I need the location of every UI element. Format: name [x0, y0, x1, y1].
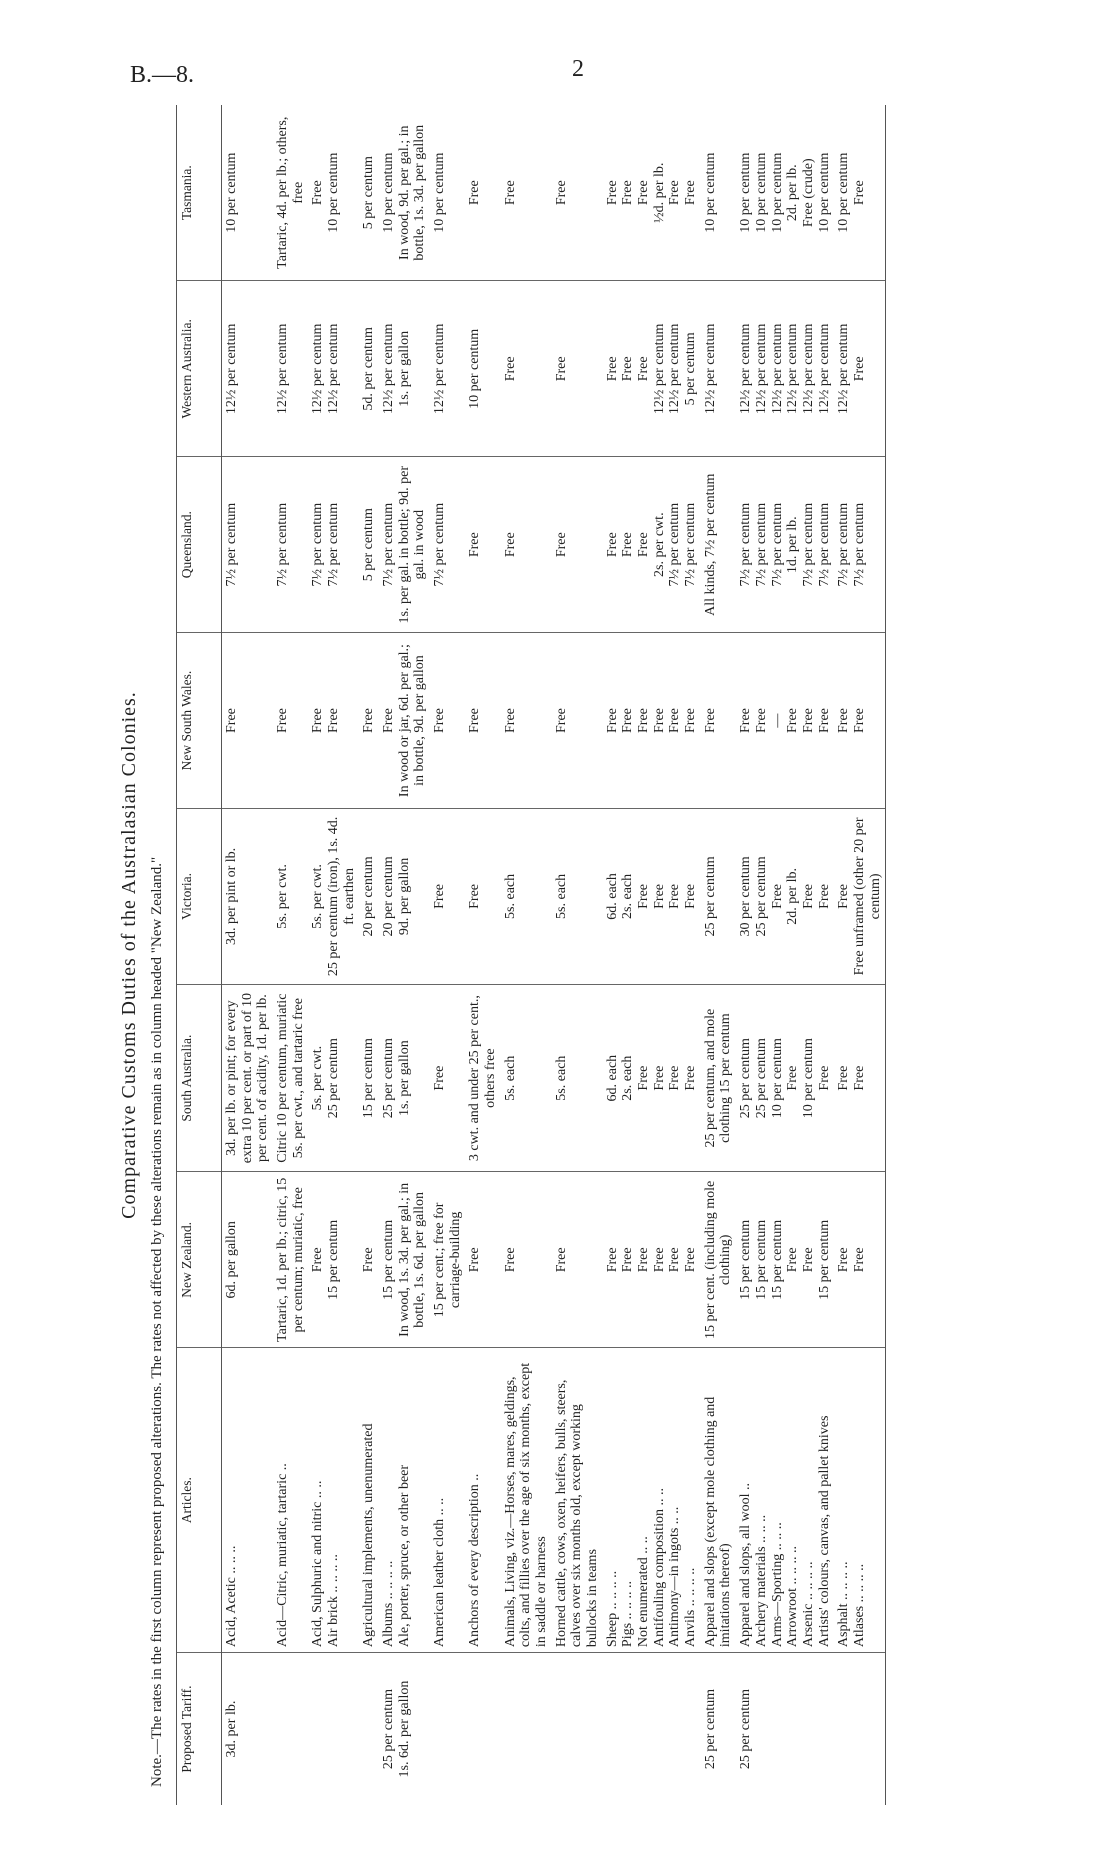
- cell-article: [701, 1348, 736, 1653]
- cell-tas: [430, 105, 465, 281]
- cell-nsw: [359, 633, 379, 809]
- cell-vic: [430, 808, 465, 984]
- cell-qld: [359, 457, 379, 633]
- cell-text: Free: [467, 180, 483, 206]
- cell-text: Free: [553, 708, 569, 733]
- table-row: [222, 105, 274, 1805]
- cell-text: 25 per centum: [738, 1689, 754, 1770]
- cell-text: Free: [361, 1247, 377, 1273]
- cell-text: Sheep .. .. .. .. Pigs .. .. .. .. Not enumerated .. .. Antifouling composition .. .. Antimony—in ingots .. .. Anvils .. .. .. ..: [604, 1488, 699, 1648]
- note-text: Note.—The rates in the first column represent proposed alterations. The rates not affected by these alterations remain as in column headed "New Zealand.": [149, 856, 165, 1787]
- cell-nz: [501, 1172, 552, 1348]
- table-row: [701, 105, 736, 1805]
- cell-text: Anchors of every description ..: [467, 1473, 483, 1648]
- cell-tas: [552, 105, 603, 281]
- column-header-tasmania: Tasmania.: [177, 105, 222, 281]
- column-header-articles: Articles.: [177, 1348, 222, 1653]
- cell-text: 12½ per centum 12½ per centum: [310, 323, 342, 415]
- cell-text: Free Free: [836, 1247, 867, 1273]
- cell-text: 12½ per centum: [275, 323, 291, 415]
- cell-proposed: [308, 1653, 359, 1805]
- cell-text: All kinds, 7½ per centum: [702, 473, 718, 616]
- cell-vic: [465, 808, 500, 984]
- cell-text: 20 per centum: [361, 856, 377, 937]
- cell-nsw: [834, 633, 886, 809]
- cell-text: 12½ per centum 12½ per centum 12½ per centum 12½ per centum 12½ per centum 12½ per centum: [738, 323, 832, 415]
- cell-sa: [379, 984, 430, 1172]
- cell-text: 15 per centum: [361, 1038, 377, 1119]
- cell-nsw: [501, 633, 552, 809]
- cell-article: [834, 1348, 886, 1653]
- cell-text: Free: [432, 883, 448, 909]
- cell-text: 5s. each: [502, 873, 518, 919]
- document-reference: B.—8.: [130, 62, 195, 88]
- cell-text: Free: [361, 708, 377, 733]
- cell-article: [308, 1348, 359, 1653]
- cell-sa: [603, 984, 701, 1172]
- cell-nsw: [465, 633, 500, 809]
- cell-text: 12½ per centum 1s. per gallon: [381, 323, 412, 415]
- cell-proposed: [552, 1653, 603, 1805]
- cell-tas: [222, 105, 274, 281]
- cell-text: 5s. each: [553, 873, 569, 919]
- cell-proposed: [701, 1653, 736, 1805]
- cell-tas: [308, 105, 359, 281]
- cell-text: Asphalt .. .. .. .. Atlases .. .. .. ..: [836, 1561, 867, 1648]
- cell-text: Albums .. .. .. .. Ale, porter, spruce, or other beer: [381, 1464, 412, 1648]
- cell-nsw: [430, 633, 465, 809]
- cell-text: Free Free: [836, 1065, 867, 1091]
- cell-text: 7½ per centum 7½ per centum: [310, 502, 342, 587]
- cell-text: 5 per centum: [361, 156, 377, 230]
- table-row: [603, 105, 701, 1805]
- cell-qld: [222, 457, 274, 633]
- cell-text: 6d. each 2s. each Free Free Free Free: [604, 1054, 699, 1102]
- cell-text: Free Free: [310, 708, 342, 733]
- cell-text: 25 per centum: [702, 1689, 718, 1770]
- cell-article: [273, 1348, 308, 1653]
- cell-text: 5 per centum: [361, 508, 377, 582]
- cell-nz: [359, 1172, 379, 1348]
- table-row: [465, 105, 500, 1805]
- cell-proposed: [501, 1653, 552, 1805]
- cell-text: Horned cattle, cows, oxen, heifers, bulls, steers, calves over six months old, except working bullocks in teams: [553, 1379, 601, 1648]
- cell-vic: [736, 808, 834, 984]
- cell-proposed: [465, 1653, 500, 1805]
- cell-wa: [273, 281, 308, 457]
- cell-text: 10 per centum: [224, 152, 239, 233]
- cell-qld: [736, 457, 834, 633]
- cell-sa: [701, 984, 736, 1172]
- cell-text: 15 per centum 15 per centum 15 per centum Free Free 15 per centum: [738, 1219, 832, 1300]
- cell-nsw: [701, 633, 736, 809]
- cell-article: [465, 1348, 500, 1653]
- cell-nsw: [552, 633, 603, 809]
- column-header-proposed: Proposed Tariff.: [177, 1653, 222, 1805]
- cell-tas: [736, 105, 834, 281]
- column-header-western-australia: Western Australia.: [177, 281, 222, 457]
- column-header-new-zealand: New Zealand.: [177, 1172, 222, 1348]
- cell-text: Free Free unframed (other 20 per centum): [836, 817, 883, 976]
- cell-text: Free: [224, 708, 239, 733]
- cell-text: 25 per centum 1s. per gallon: [381, 1038, 412, 1119]
- cell-vic: [273, 808, 308, 984]
- cell-text: Apparel and slops, all wool .. Archery materials .. .. .. Arms—Sporting .. .. .. Arrowroot .. .. .. .. Arsenic .. .. .. .. Artists' colours, canvas, and pallet knives: [738, 1415, 832, 1648]
- cell-qld: [430, 457, 465, 633]
- cell-text: Free: [467, 708, 483, 733]
- cell-text: 12½ per centum: [224, 323, 239, 415]
- page-title: Comparative Customs Duties of the Australasian Colonies.: [118, 691, 140, 1219]
- cell-vic: [379, 808, 430, 984]
- cell-wa: [222, 281, 274, 457]
- cell-nz: [701, 1172, 736, 1348]
- cell-nsw: [308, 633, 359, 809]
- cell-vic: [701, 808, 736, 984]
- cell-wa: [736, 281, 834, 457]
- cell-text: Free: [553, 1247, 569, 1273]
- cell-text: 6d. each 2s. each Free Free Free Free: [604, 873, 699, 920]
- cell-sa: [501, 984, 552, 1172]
- table-row: [308, 105, 359, 1805]
- cell-text: 5s. per cwt. 25 per centum (iron), 1s. 4d. ft. earthen: [310, 816, 357, 977]
- cell-text: American leather cloth .. ..: [432, 1497, 448, 1648]
- cell-text: Free 15 per centum: [310, 1219, 342, 1300]
- cell-text: Free: [502, 180, 518, 206]
- cell-sa: [834, 984, 886, 1172]
- cell-text: Free: [502, 708, 518, 733]
- cell-text: Acid—Citric, muriatic, tartaric ..: [275, 1463, 291, 1648]
- cell-article: [379, 1348, 430, 1653]
- cell-text: 15 per centum In wood, 1s. 3d. per gal.; in bottle, 1s. 6d. per gallon: [381, 1182, 428, 1337]
- cell-text: Free: [553, 180, 569, 206]
- cell-wa: [603, 281, 701, 457]
- cell-text: 10 per centum Free: [836, 152, 867, 233]
- cell-sa: [430, 984, 465, 1172]
- cell-wa: [552, 281, 603, 457]
- cell-text: 10 per centum: [702, 152, 718, 233]
- cell-nz: [222, 1172, 274, 1348]
- cell-article: [430, 1348, 465, 1653]
- cell-nsw: [273, 633, 308, 809]
- cell-vic: [603, 808, 701, 984]
- cell-article: [736, 1348, 834, 1653]
- cell-qld: [273, 457, 308, 633]
- cell-text: 7½ per centum 1s. per gal. in bottle; 9d. per gal. in wood: [381, 465, 428, 624]
- cell-text: 5d. per centum: [361, 327, 377, 411]
- rotated-table-page: [110, 105, 1114, 1805]
- cell-text: Free Free Free 2s. per cwt. 7½ per centum 7½ per centum: [604, 502, 699, 587]
- cell-text: Free Free — Free Free Free: [738, 708, 832, 733]
- cell-text: Free In wood or jar, 6d. per gal.; in bottle, 9d. per gallon: [381, 644, 428, 798]
- cell-qld: [603, 457, 701, 633]
- cell-wa: [465, 281, 500, 457]
- cell-text: Free: [502, 356, 518, 382]
- cell-proposed: [379, 1653, 430, 1805]
- cell-text: Free Free Free 12½ per centum 12½ per centum 5 per centum: [604, 323, 699, 415]
- cell-text: 7½ per centum 7½ per centum 7½ per centum 1d. per lb. 7½ per centum 7½ per centum: [738, 502, 832, 587]
- cell-article: [359, 1348, 379, 1653]
- cell-text: 3d. per lb. or pint; for every extra 10 per cent. or part of 10 per cent. of acidity, 1d. per lb.: [224, 993, 271, 1164]
- cell-nsw: [736, 633, 834, 809]
- cell-text: Animals, Living, viz.—Horses, mares, geldings, colts, and fillies over the age of six months, except in saddle or harness: [502, 1362, 550, 1648]
- cell-text: 20 per centum 9d. per gallon: [381, 856, 412, 937]
- cell-text: Free: [467, 532, 483, 558]
- cell-tas: [465, 105, 500, 281]
- cell-nz: [603, 1172, 701, 1348]
- cell-sa: [359, 984, 379, 1172]
- table-row: [273, 105, 308, 1805]
- cell-tas: [834, 105, 886, 281]
- cell-wa: [430, 281, 465, 457]
- column-header-queensland: Queensland.: [177, 457, 222, 633]
- cell-tas: [359, 105, 379, 281]
- page-number: 2: [572, 56, 584, 82]
- table-row: [501, 105, 552, 1805]
- cell-nz: [834, 1172, 886, 1348]
- table-row: [552, 105, 603, 1805]
- cell-text: 15 per cent.; free for carriage-building: [432, 1202, 463, 1318]
- cell-qld: [465, 457, 500, 633]
- cell-wa: [501, 281, 552, 457]
- cell-vic: [308, 808, 359, 984]
- cell-text: Free: [553, 532, 569, 558]
- cell-text: 10 per centum: [467, 328, 483, 409]
- cell-sa: [273, 984, 308, 1172]
- cell-proposed: [430, 1653, 465, 1805]
- cell-nsw: [603, 633, 701, 809]
- cell-text: Acid, Sulphuric and nitric .. .. Air brick .. .. .. ..: [310, 1480, 342, 1648]
- cell-nz: [552, 1172, 603, 1348]
- cell-text: Free Free Free Free Free Free: [604, 708, 699, 733]
- cell-proposed: [603, 1653, 701, 1805]
- cell-text: 12½ per centum: [432, 323, 448, 415]
- cell-text: 5s. each: [502, 1055, 518, 1101]
- cell-proposed: [834, 1653, 886, 1805]
- cell-vic: [552, 808, 603, 984]
- cell-text: 25 per centum 1s. 6d. per gallon: [381, 1680, 412, 1778]
- cell-text: 12½ per centum Free: [836, 323, 867, 415]
- column-header-victoria: Victoria.: [177, 808, 222, 984]
- cell-text: 7½ per centum 7½ per centum: [836, 502, 867, 587]
- cell-text: 7½ per centum: [224, 502, 239, 587]
- cell-text: 10 per centum 10 per centum 10 per centum 2d. per lb. Free (crude) 10 per centum: [738, 152, 832, 233]
- cell-nz: [465, 1172, 500, 1348]
- cell-text: Apparel and slops (except mole clothing and imitations thereof): [702, 1396, 734, 1648]
- cell-vic: [501, 808, 552, 984]
- cell-article: [501, 1348, 552, 1653]
- cell-text: 15 per cent. (including mole clothing): [702, 1180, 734, 1339]
- cell-article: [222, 1348, 274, 1653]
- cell-text: Free: [432, 708, 448, 733]
- cell-text: Free Free: [836, 708, 867, 733]
- cell-text: Free 10 per centum: [310, 152, 342, 233]
- cell-tas: [273, 105, 308, 281]
- cell-text: Free: [467, 883, 483, 909]
- cell-sa: [222, 984, 274, 1172]
- cell-nz: [273, 1172, 308, 1348]
- cell-text: Free: [432, 1065, 448, 1091]
- cell-text: 10 per centum In wood, 9d. per gal.; in bottle, 1s. 3d. per gallon: [381, 124, 428, 261]
- table-body: [222, 105, 886, 1805]
- cell-proposed: [736, 1653, 834, 1805]
- cell-text: 5s. each: [553, 1055, 569, 1101]
- cell-sa: [736, 984, 834, 1172]
- cell-nz: [430, 1172, 465, 1348]
- cell-qld: [552, 457, 603, 633]
- cell-nz: [379, 1172, 430, 1348]
- cell-wa: [379, 281, 430, 457]
- table-header-row: [177, 105, 222, 1805]
- cell-tas: [501, 105, 552, 281]
- column-header-new-south-wales: New South Wales.: [177, 633, 222, 809]
- cell-text: Agricultural implements, unenumerated: [361, 1423, 377, 1648]
- cell-qld: [308, 457, 359, 633]
- duties-table: [176, 105, 886, 1805]
- cell-wa: [701, 281, 736, 457]
- cell-proposed: [359, 1653, 379, 1805]
- cell-text: Free Free Free ½d. per lb. Free Free: [604, 162, 699, 223]
- cell-text: Free: [467, 1247, 483, 1273]
- cell-text: 30 per centum 25 per centum Free 2d. per lb. Free Free: [738, 856, 832, 937]
- cell-sa: [465, 984, 500, 1172]
- cell-nsw: [379, 633, 430, 809]
- cell-text: 12½ per centum: [702, 323, 718, 415]
- cell-article: [552, 1348, 603, 1653]
- cell-text: Acid, Acetic .. .. ..: [224, 1545, 239, 1648]
- cell-qld: [834, 457, 886, 633]
- cell-nz: [308, 1172, 359, 1348]
- cell-text: 10 per centum: [432, 152, 448, 233]
- cell-text: Free: [502, 1247, 518, 1273]
- cell-tas: [603, 105, 701, 281]
- cell-text: 3d. per pint or lb.: [224, 847, 239, 946]
- cell-sa: [308, 984, 359, 1172]
- column-header-south-australia: South Australia.: [177, 984, 222, 1172]
- cell-text: 3d. per lb.: [224, 1700, 239, 1758]
- cell-text: Tartaric, 1d. per lb.; citric, 15 per centum; muriatic, free: [275, 1177, 306, 1342]
- table-row: [834, 105, 886, 1805]
- cell-vic: [359, 808, 379, 984]
- cell-text: 7½ per centum: [275, 502, 291, 587]
- table-row: [736, 105, 834, 1805]
- cell-text: 3 cwt. and under 25 per cent., others free: [467, 995, 499, 1162]
- cell-text: Free: [502, 532, 518, 558]
- cell-wa: [834, 281, 886, 457]
- cell-qld: [501, 457, 552, 633]
- cell-sa: [552, 984, 603, 1172]
- cell-proposed: [273, 1653, 308, 1805]
- cell-wa: [308, 281, 359, 457]
- cell-qld: [701, 457, 736, 633]
- cell-text: 25 per centum, and mole clothing 15 per centum: [702, 1008, 734, 1148]
- cell-proposed: [222, 1653, 274, 1805]
- cell-tas: [701, 105, 736, 281]
- cell-text: Free: [553, 356, 569, 382]
- cell-text: Free Free Free Free Free Free: [604, 1247, 699, 1273]
- cell-vic: [834, 808, 886, 984]
- cell-text: Free: [702, 708, 718, 733]
- cell-article: [603, 1348, 701, 1653]
- table-row: [379, 105, 430, 1805]
- cell-vic: [222, 808, 274, 984]
- table-row: [430, 105, 465, 1805]
- cell-text: Tartaric, 4d. per lb.; others, free: [275, 116, 306, 269]
- cell-qld: [379, 457, 430, 633]
- cell-nz: [736, 1172, 834, 1348]
- cell-text: 7½ per centum: [432, 502, 448, 587]
- cell-text: Free: [275, 708, 291, 733]
- cell-text: 25 per centum 25 per centum 10 per centum Free 10 per centum Free: [738, 1038, 832, 1119]
- cell-tas: [379, 105, 430, 281]
- cell-text: Citric 10 per centum, muriatic 5s. per cwt., and tartaric free: [275, 993, 306, 1163]
- cell-text: 5s. per cwt.: [275, 864, 291, 929]
- cell-wa: [359, 281, 379, 457]
- cell-text: 25 per centum: [702, 856, 718, 937]
- cell-nsw: [222, 633, 274, 809]
- cell-text: 5s. per cwt. 25 per centum: [310, 1038, 342, 1119]
- cell-text: 6d. per gallon: [224, 1221, 239, 1299]
- table-row: [359, 105, 379, 1805]
